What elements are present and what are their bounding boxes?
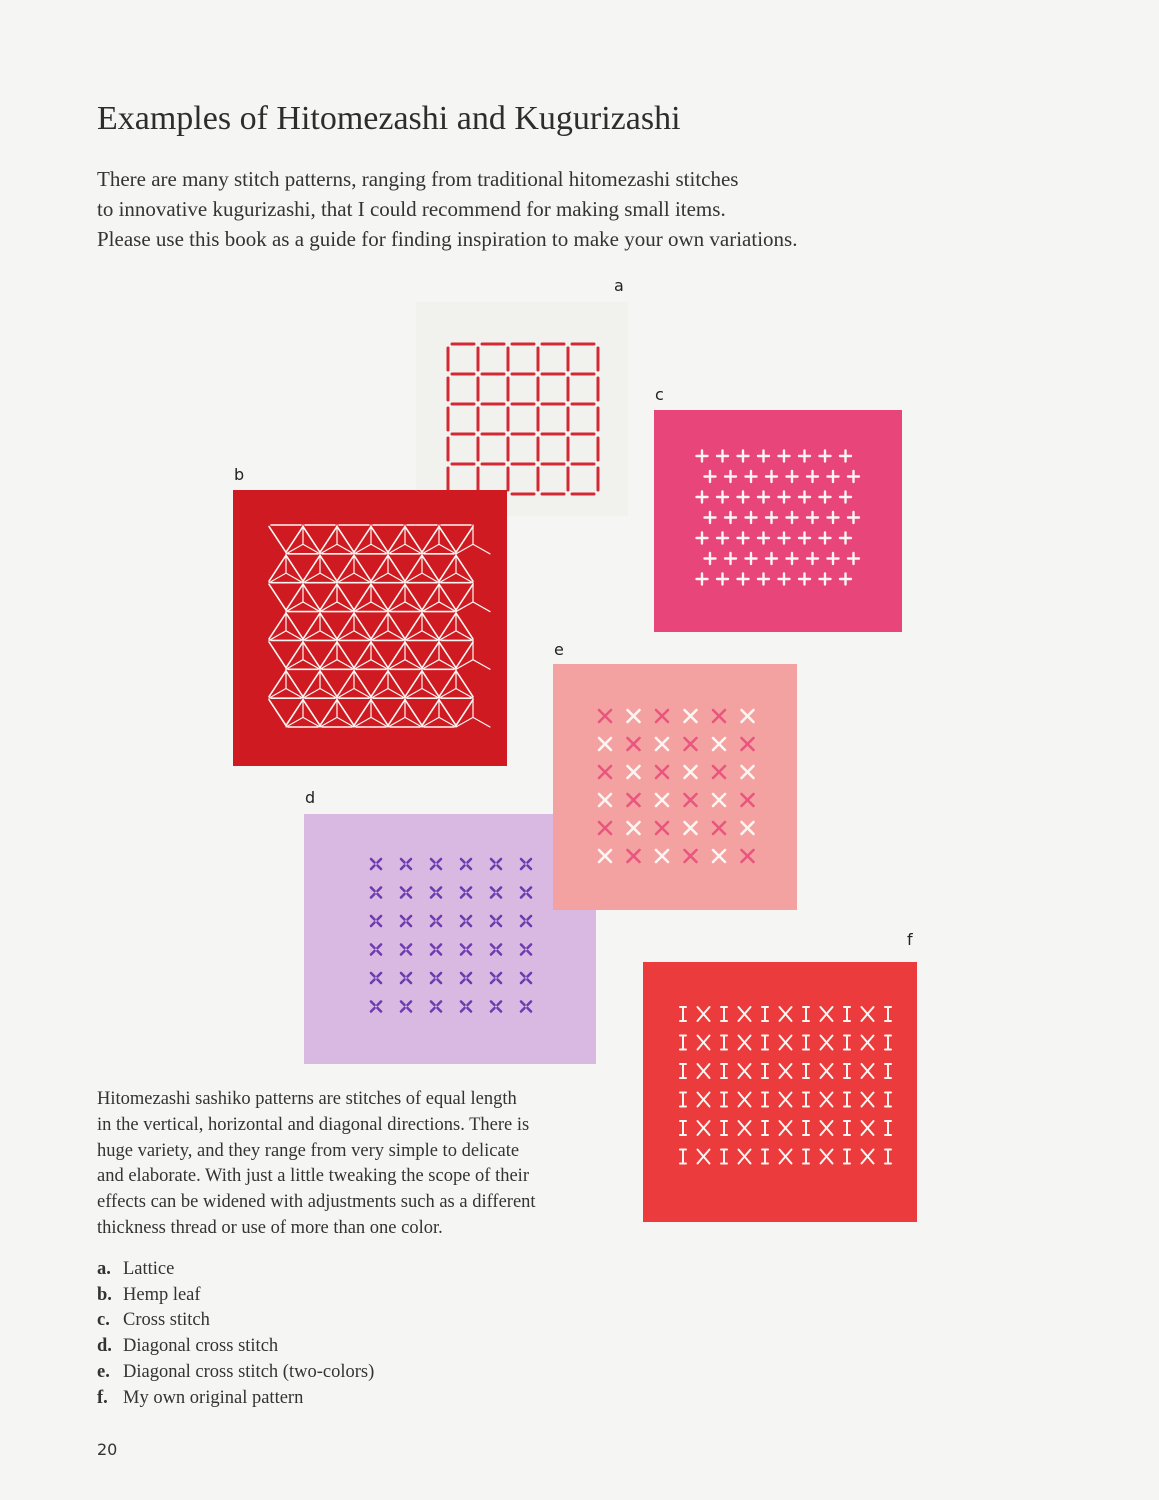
body-paragraph [97, 1087, 597, 1242]
legend-item [97, 1308, 374, 1334]
legend-key: a. [97, 1259, 111, 1279]
body-line: and elaborate. With just a little tweaking the scope of their [97, 1166, 529, 1187]
swatch-e-two-color-cross-stitch [553, 664, 797, 910]
legend-item [97, 1283, 374, 1309]
legend-item [97, 1360, 374, 1386]
page-number: 20 [97, 1440, 118, 1459]
legend-key: c. [97, 1310, 110, 1331]
legend-text: Diagonal cross stitch [123, 1336, 279, 1357]
legend-text: Lattice [123, 1259, 175, 1279]
intro-line: to innovative kugurizashi, that I could recommend for making small items. [97, 197, 726, 221]
swatch-a-lattice [416, 302, 628, 516]
original-pattern [643, 962, 917, 1222]
swatch-b-hemp-leaf [233, 490, 507, 766]
two-color-cross-pattern [553, 664, 797, 910]
legend-text: Hemp leaf [123, 1284, 201, 1305]
legend-key: f. [97, 1387, 108, 1408]
legend-text: My own original pattern [123, 1387, 304, 1408]
page-title: Examples of Hitomezashi and Kugurizashi [97, 100, 681, 137]
hemp-leaf-pattern [233, 490, 507, 766]
lattice-pattern [416, 302, 628, 516]
body-line: huge variety, and they range from very simple to delicate [97, 1140, 520, 1161]
body-line: in the vertical, horizontal and diagonal directions. There is [97, 1114, 530, 1135]
legend-item [97, 1334, 374, 1360]
cross-stitch-pattern [654, 410, 902, 632]
intro-paragraph [97, 164, 897, 254]
swatch-f-original-pattern [643, 962, 917, 1222]
legend-text: Diagonal cross stitch (two-colors) [123, 1361, 375, 1382]
legend-item [97, 1257, 374, 1283]
body-line: thickness thread or use of more than one color. [97, 1217, 443, 1238]
body-line: effects can be widened with adjustments such as a different [97, 1192, 536, 1213]
swatch-label-c: c [655, 385, 664, 404]
swatch-label-d: d [305, 788, 316, 807]
swatch-label-b: b [234, 465, 245, 484]
swatch-legend [97, 1257, 374, 1411]
swatch-label-a: a [614, 276, 624, 295]
legend-item [97, 1386, 374, 1412]
swatch-label-e: e [554, 640, 564, 659]
body-line: Hitomezashi sashiko patterns are stitches of equal length [97, 1089, 517, 1109]
intro-line: There are many stitch patterns, ranging from traditional hitomezashi stitches [97, 167, 739, 191]
legend-key: e. [97, 1361, 110, 1382]
legend-key: d. [97, 1336, 112, 1357]
intro-line: Please use this book as a guide for finding inspiration to make your own variations. [97, 227, 798, 251]
swatch-label-f: f [907, 930, 913, 949]
legend-key: b. [97, 1284, 112, 1305]
legend-text: Cross stitch [123, 1310, 210, 1331]
swatch-c-cross-stitch [654, 410, 902, 632]
